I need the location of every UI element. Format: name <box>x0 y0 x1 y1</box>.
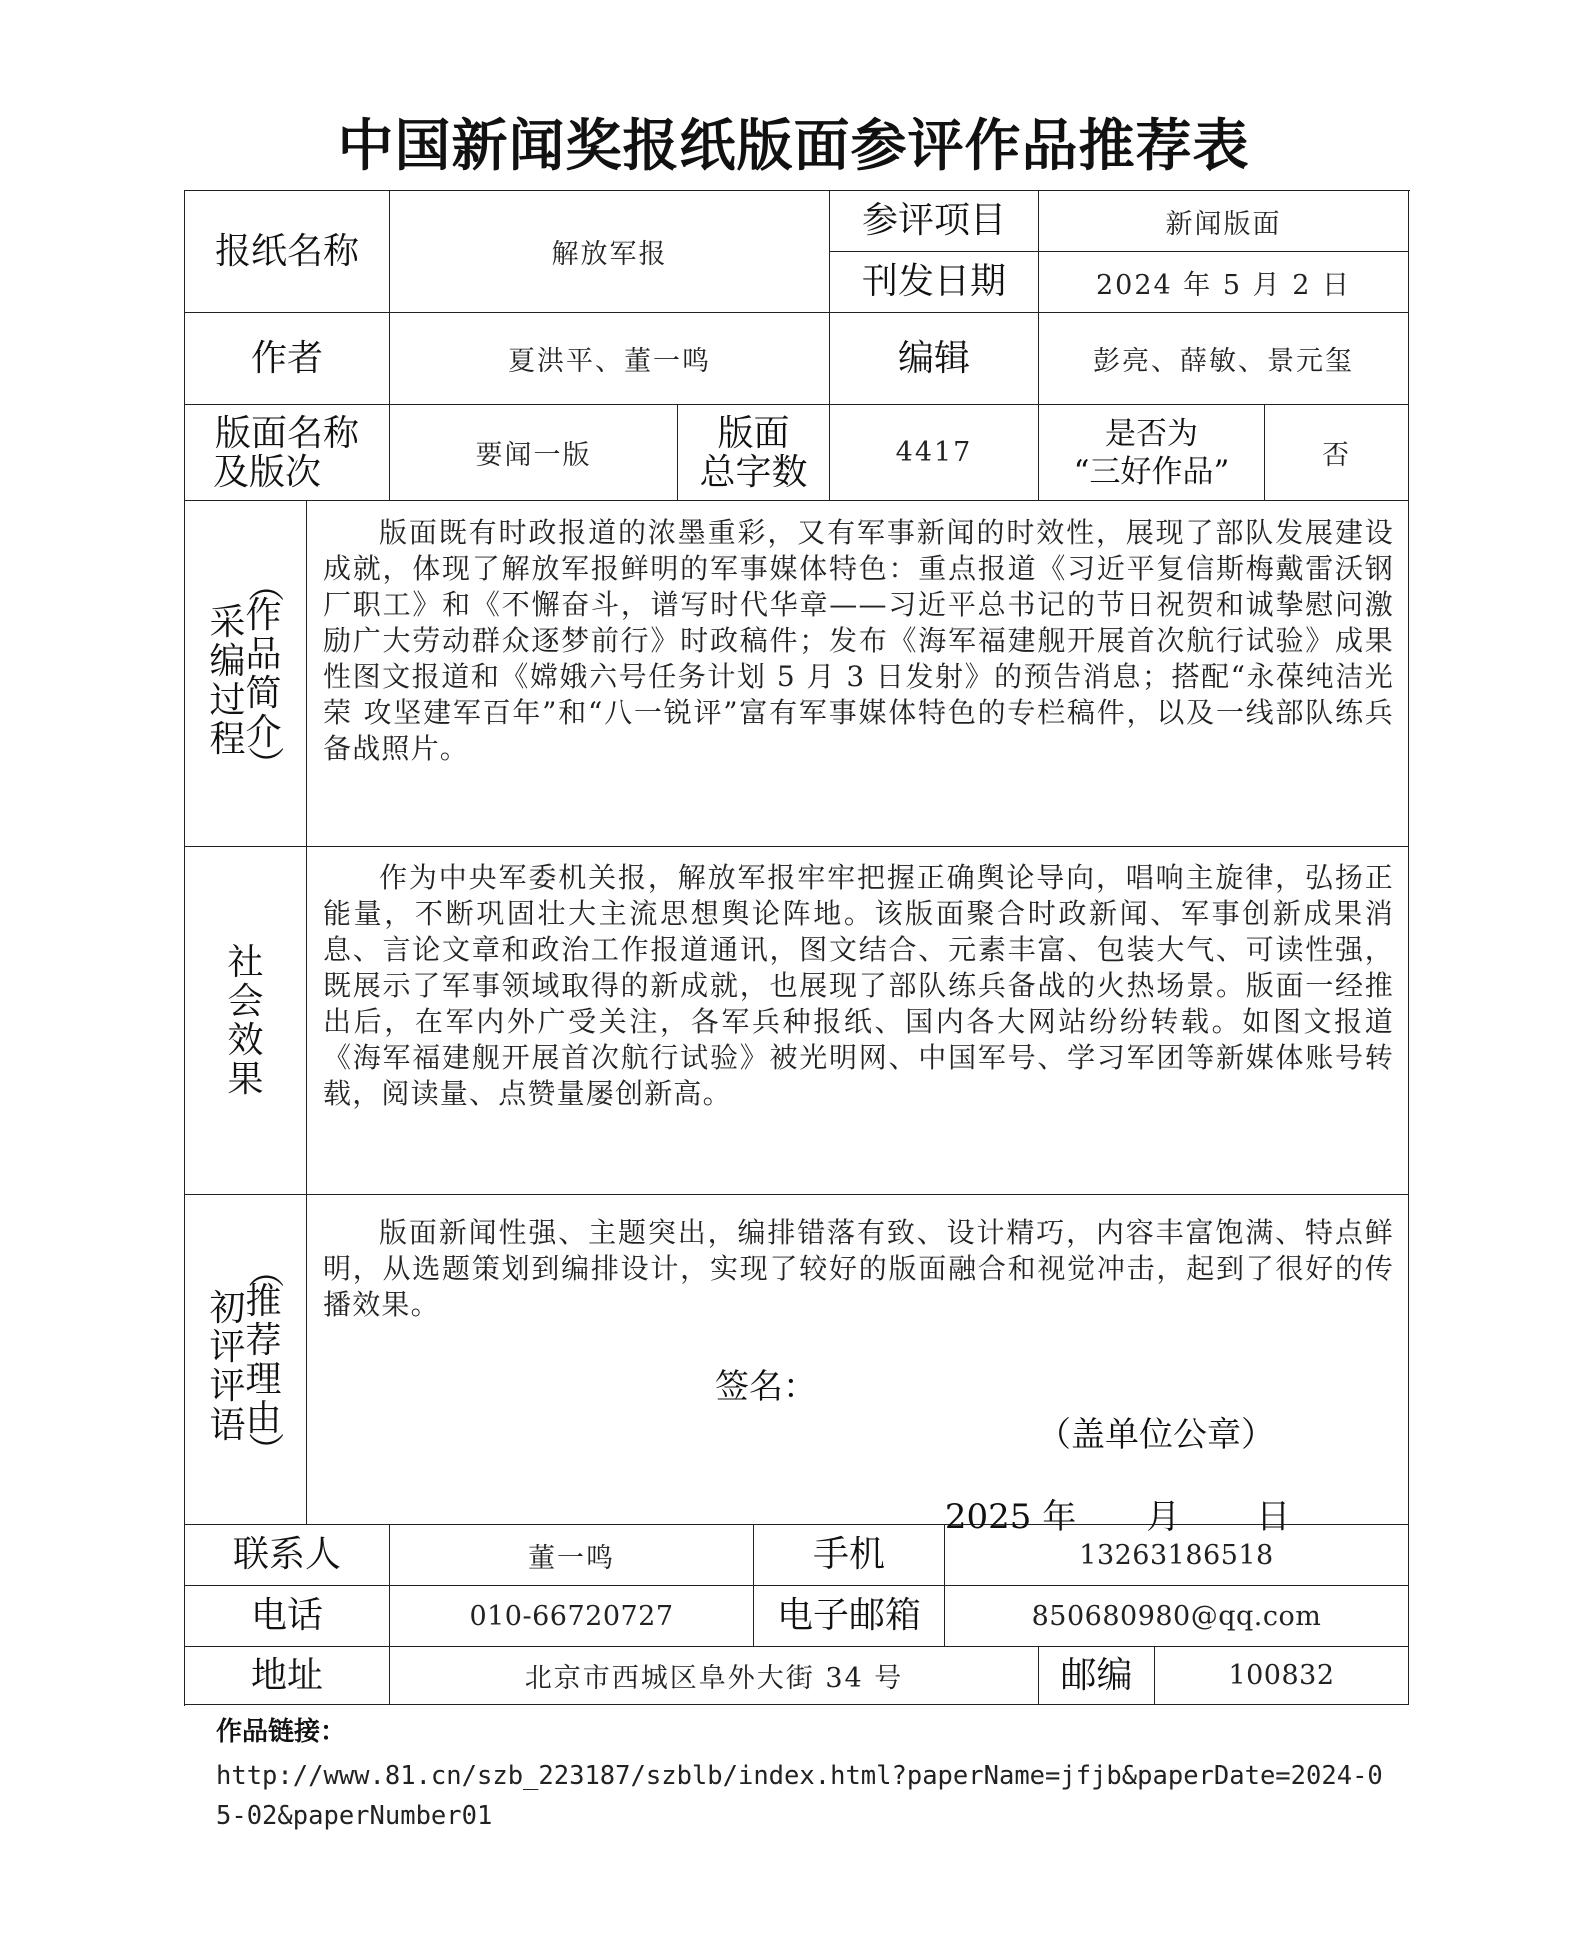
work-link-label: 作品链接： <box>216 1717 347 1747</box>
newspaper-name-value: 解放军报 <box>390 191 830 313</box>
editor-value: 彭亮、薛敏、景元玺 <box>1039 313 1409 405</box>
reason-text: 版面新闻性强、主题突出，编排错落有致、设计精巧，内容丰富饱满、特点鲜明，从选题策划到编排设计，实现了较好的版面融合和视觉冲击，起到了很好的传播效果。 <box>323 1216 1394 1321</box>
mobile-label: 手机 <box>754 1525 945 1586</box>
work-link-url[interactable]: http://www.81.cn/szb_223187/szblb/index.html?paperName=jfjb&paperDate=2024-05-02&paperNumber01 <box>216 1761 1383 1831</box>
page-name-label <box>185 405 390 501</box>
word-count-label <box>678 405 830 501</box>
reason-label-col2 <box>209 1289 245 1445</box>
social-effect-cell <box>307 847 1409 1195</box>
three-good-label-line2: “三好作品” <box>1073 453 1230 490</box>
vertical-char: 程 <box>209 718 246 760</box>
vertical-char: 品 <box>245 633 282 675</box>
address-label: 地址 <box>185 1647 390 1705</box>
contact-value: 董一鸣 <box>390 1525 754 1586</box>
reason-label-columns <box>209 1251 285 1468</box>
editor-label: 编辑 <box>830 313 1039 405</box>
author-value: 夏洪平、董一鸣 <box>390 313 830 405</box>
three-good-value: 否 <box>1265 405 1409 501</box>
recommendation-form <box>184 190 1410 1706</box>
page-title: 中国新闻奖报纸版面参评作品推荐表 <box>337 114 1250 179</box>
vertical-char: 效 <box>227 1019 264 1061</box>
vertical-char: 评 <box>209 1365 246 1407</box>
vertical-char: （ <box>243 565 285 602</box>
social-effect-label <box>185 847 307 1195</box>
process-label-col2 <box>209 603 245 759</box>
vertical-char: 果 <box>227 1058 264 1100</box>
word-count-label-line1: 版面 <box>717 412 790 454</box>
postcode-value: 100832 <box>1155 1647 1409 1705</box>
vertical-char: 由 <box>245 1397 282 1439</box>
vertical-char: 评 <box>209 1326 246 1368</box>
contact-label: 联系人 <box>185 1525 390 1586</box>
process-label-columns <box>209 565 285 782</box>
vertical-char: 介 <box>245 711 282 753</box>
vertical-char: 作 <box>245 594 282 636</box>
vertical-char: 会 <box>227 980 264 1022</box>
page-name-label-line1: 版面名称 <box>214 412 359 454</box>
vertical-char: 理 <box>245 1358 282 1400</box>
entry-item-value: 新闻版面 <box>1039 191 1409 252</box>
process-label-col1 <box>243 565 285 782</box>
page-name-value: 要闻一版 <box>390 405 678 501</box>
publish-date-value: 2024 年 5 月 2 日 <box>1039 252 1409 313</box>
vertical-char: 编 <box>209 640 246 682</box>
process-text: 版面既有时政报道的浓墨重彩，又有军事新闻的时效性，展现了部队发展建设成就，体现了解放军报鲜明的军事媒体特色：重点报道《习近平复信斯梅戴雷沃钢厂职工》和《不懈奋斗，谱写时代华章——习近平总书记的节日祝贺和诚挚慰问激励广大劳动群众逐梦前行》时政稿件；发布《海军福建舰开展首次航行试验》成果性图文报道和《嫦娥六号任务计划 5 月 3 日发射》的预告消息；搭配“永葆纯洁光荣 攻坚建军百年”和“八一锐评”富有军事媒体特色的专栏稿件，以及一线部队练兵备战照片。 <box>323 516 1394 765</box>
newspaper-name-label: 报纸名称 <box>185 191 390 313</box>
address-value: 北京市西城区阜外大街 34 号 <box>390 1647 1039 1705</box>
email-label: 电子邮箱 <box>754 1586 945 1647</box>
vertical-char: 简 <box>245 672 282 714</box>
mobile-value: 13263186518 <box>945 1525 1409 1586</box>
reason-label-col1 <box>243 1251 285 1468</box>
email-value: 850680980@qq.com <box>945 1586 1409 1647</box>
reason-cell <box>307 1195 1409 1537</box>
vertical-char: 过 <box>209 679 246 721</box>
social-effect-text: 作为中央军委机关报，解放军报牢牢把握正确舆论导向，唱响主旋律，弘扬正能量，不断巩固壮大主流思想舆论阵地。该版面聚合时政新闻、军事创新成果消息、言论文章和政治工作报道通讯，图文结合、元素丰富、包装大气、可读性强，既展示了军事领域取得的新成就，也展现了部队练兵备战的火热场景。版面一经推出后，在军内外广受关注，各军兵种报纸、国内各大网站纷纷转载。如图文报道《海军福建舰开展首次航行试验》被光明网、中国军号、学习军团等新媒体账号转载，阅读量、点赞量屡创新高。 <box>323 861 1394 1110</box>
vertical-char: 社 <box>227 941 264 983</box>
word-count-value: 4417 <box>830 405 1039 501</box>
vertical-char: ） <box>243 745 285 782</box>
process-label <box>185 501 307 847</box>
signature-label: 签名： <box>715 1367 817 1407</box>
vertical-char: （ <box>243 1251 285 1288</box>
phone-value: 010-66720727 <box>390 1586 754 1647</box>
signature-year: 2025 年 <box>944 1497 1077 1537</box>
signature-month: 月 <box>1146 1497 1181 1537</box>
vertical-char: ） <box>243 1431 285 1468</box>
page-name-label-line2: 及版次 <box>213 451 322 493</box>
word-count-label-line2: 总字数 <box>699 451 808 493</box>
three-good-label-line1: 是否为 <box>1105 415 1198 452</box>
vertical-char: 语 <box>209 1404 246 1446</box>
vertical-char: 采 <box>209 601 246 643</box>
social-effect-label-col <box>227 943 263 1099</box>
signature-day: 日 <box>1256 1497 1291 1537</box>
reason-label <box>185 1195 307 1525</box>
entry-item-label: 参评项目 <box>830 191 1039 252</box>
process-cell <box>307 501 1409 847</box>
vertical-char: 推 <box>245 1280 282 1322</box>
publish-date-label: 刊发日期 <box>830 252 1039 313</box>
phone-label: 电话 <box>185 1586 390 1647</box>
seal-note: （盖单位公章） <box>1037 1415 1275 1455</box>
vertical-char: 初 <box>209 1287 246 1329</box>
three-good-label <box>1039 405 1265 501</box>
vertical-char: 荐 <box>245 1319 282 1361</box>
author-label: 作者 <box>185 313 390 405</box>
postcode-label: 邮编 <box>1039 1647 1155 1705</box>
